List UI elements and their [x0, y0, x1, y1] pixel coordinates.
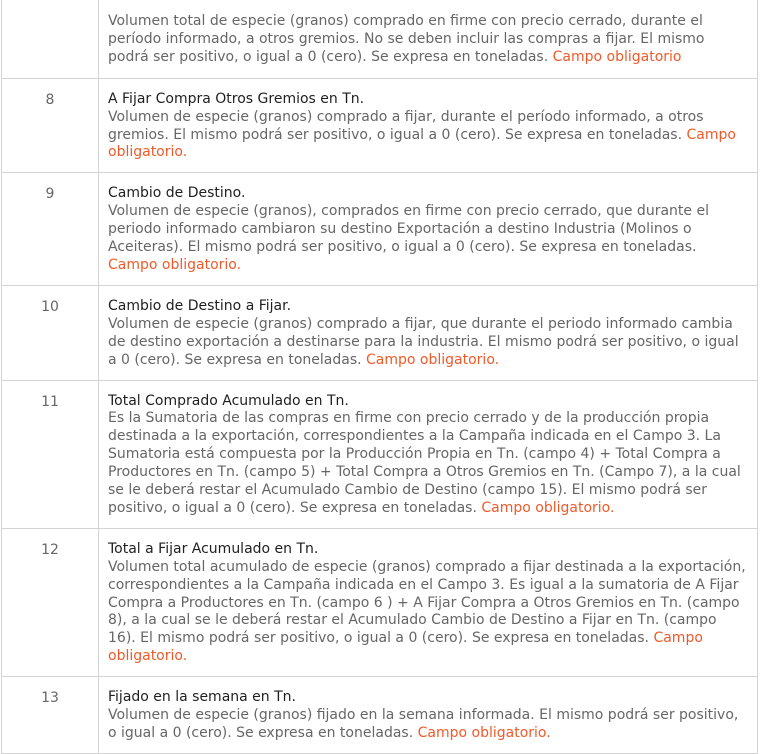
table-row — [2, 528, 758, 676]
row-title: A Fijar Compra Otros Gremios en Tn. — [108, 90, 365, 107]
row-title: Fijado en la semana en Tn. — [108, 689, 296, 706]
required-label: Campo obligatorio — [552, 48, 682, 65]
required-label: Campo obligatorio. — [417, 725, 551, 741]
row-description: Volumen de especie (granos) fijado en la semana informada. El mismo podrá ser positivo, o igual a 0 (cero). Se expresa en toneladas. — [108, 707, 739, 741]
table-row — [2, 380, 758, 528]
row-number: 13 — [2, 677, 99, 754]
table-row — [2, 0, 758, 78]
table-row — [2, 677, 758, 754]
row-number: 8 — [2, 78, 99, 173]
row-description-cell — [99, 173, 758, 286]
row-description: Volumen total de especie (granos) comprado en firme con precio cerrado, durante el período informado, a otros gremios. No se deben incluir las compras a fijar. El mismo podrá ser positivo, o igual a 0 (cero). Se expresa en toneladas. — [108, 13, 705, 65]
row-description-cell — [99, 677, 758, 754]
row-number: 9 — [2, 173, 99, 286]
required-label: Campo obligatorio. — [108, 256, 242, 273]
row-description: Volumen de especie (granos), comprados en firme con precio cerrado, que durante el periodo informado cambiaron su destino Exportación a destino Industria (Molinos o Aceiteras). El mismo podrá ser positivo, o igual a 0 (cero). Se expresa en toneladas. — [108, 203, 709, 256]
row-description-cell — [99, 0, 758, 78]
row-description-cell — [99, 528, 758, 676]
table-row — [2, 285, 758, 380]
required-label: Campo obligatorio. — [481, 499, 615, 516]
row-title: Cambio de Destino a Fijar. — [108, 297, 292, 314]
required-label: Campo obligatorio. — [366, 351, 500, 368]
row-description-cell — [99, 285, 758, 380]
row-number: 10 — [2, 285, 99, 380]
row-title: Total Comprado Acumulado en Tn. — [108, 392, 349, 409]
field-spec-table — [1, 0, 758, 754]
required-label: Campo obligatorio. — [108, 630, 703, 665]
row-description-cell — [99, 380, 758, 528]
required-label: Campo obligatorio. — [108, 126, 736, 161]
row-description: Volumen total acumulado de especie (granos) comprado a fijar destinada a la exportación, correspondientes a la Campaña indicada en el Campo 3. Es igual a la sumatoria de A Fijar Compra a Productores en Tn. (campo 6 ) + A Fijar Compra a Otros Gremios en Tn. (campo 8), a la cual se le deberá restar el Acumulado Cambio de Destino a Fijar en Tn. (campo 16). El mismo podrá ser positivo, o igual a 0 (cero). Se expresa en toneladas. — [108, 558, 746, 647]
row-title: Cambio de Destino. — [108, 185, 246, 202]
row-description: Volumen de especie (granos) comprado a fijar, durante el período informado, a otros gremios. El mismo podrá ser positivo, o igual a 0 (cero). Se expresa en toneladas. — [108, 108, 704, 143]
table-row — [2, 78, 758, 173]
row-description: Volumen de especie (granos) comprado a fijar, que durante el periodo informado cambia de destino exportación a destinarse para la industria. El mismo podrá ser positivo, o igual a 0 (cero). Se expresa en toneladas. — [108, 315, 739, 368]
row-number: 12 — [2, 528, 99, 676]
row-number — [2, 0, 99, 78]
row-description-cell — [99, 78, 758, 173]
row-number: 11 — [2, 380, 99, 528]
row-title: Total a Fijar Acumulado en Tn. — [108, 540, 319, 557]
table-row — [2, 173, 758, 286]
row-description: Es la Sumatoria de las compras en firme con precio cerrado y de la producción propia destinada a la exportación, correspondientes a la Campaña indicada en el Campo 3. La Sumatoria está compuesta por la Producción Propia en Tn. (campo 4) + Total Compra a Productores en Tn. (campo 5) + Total Compra a Otros Gremios en Tn. (Campo 7), a la cual se le deberá restar el Acumulado Cambio de Destino (campo 15). El mismo podrá ser positivo, o igual a 0 (cero). Se expresa en toneladas. — [108, 410, 741, 516]
